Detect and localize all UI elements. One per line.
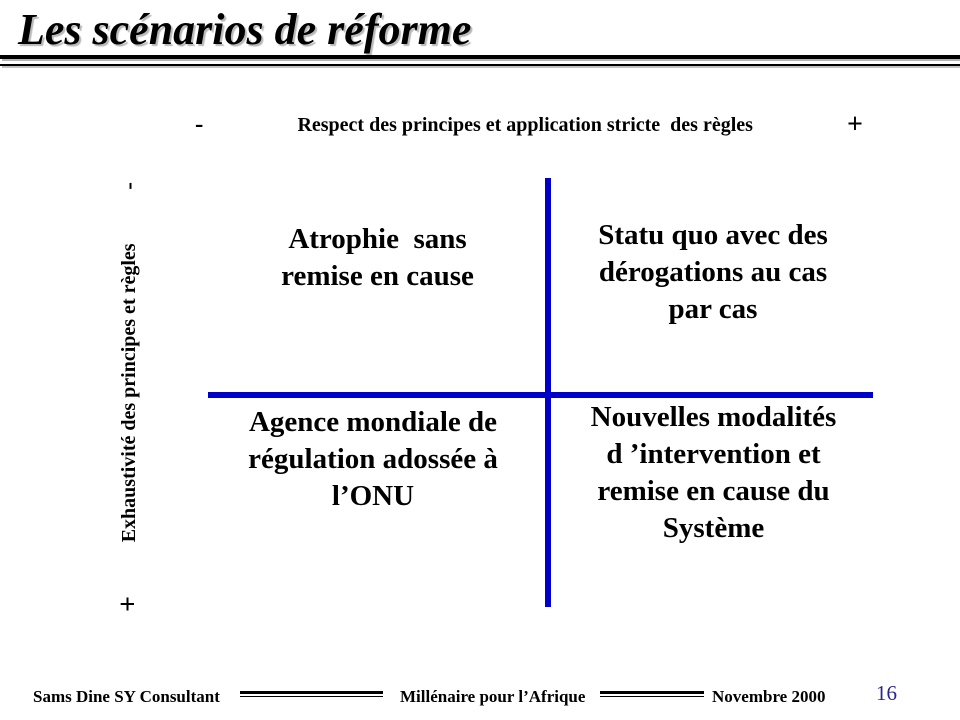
horizontal-axis-caption [195, 108, 863, 142]
quadrant-bottom-left-line: régulation adossée à [248, 443, 498, 475]
quadrant-bottom-left-line: Agence mondiale de [248, 406, 498, 438]
title-underline-thick [0, 55, 960, 59]
footer-separator [240, 691, 383, 697]
quadrant-top-left [210, 221, 545, 295]
footer-separator [600, 691, 704, 697]
quadrant-bottom-right-line: d ’intervention et [606, 438, 821, 470]
quadrant-bottom-left-line: l’ONU [331, 480, 415, 512]
horizontal-axis-plus-sign: + [847, 109, 863, 140]
horizontal-axis-minus-sign: - [195, 111, 204, 138]
quadrant-bottom-left [198, 404, 548, 515]
vertical-axis-minus-sign: - [116, 182, 141, 190]
page-title: Les scénarios de réforme [18, 5, 472, 54]
quadrant-horizontal-line [208, 392, 873, 398]
page-number: 16 [876, 681, 897, 705]
quadrant-top-left-line: Atrophie sans [288, 223, 467, 255]
quadrant-bottom-right-line: remise en cause du [597, 475, 830, 507]
footer-date: Novembre 2000 [712, 687, 826, 706]
quadrant-top-right-line: Statu quo avec des [598, 219, 828, 251]
quadrant-top-right-line: dérogations au cas [598, 256, 828, 288]
quadrant-bottom-right-line: Nouvelles modalités [590, 401, 837, 433]
vertical-axis-plus-sign: + [113, 596, 144, 612]
title-underline-thin [0, 64, 960, 66]
quadrant-bottom-right [556, 399, 871, 547]
vertical-axis-label: Exhaustivité des principes et règles [117, 243, 140, 543]
quadrant-bottom-right-line: Système [662, 512, 765, 544]
footer-organization: Millénaire pour l’Afrique [400, 687, 586, 706]
vertical-axis-caption [109, 182, 149, 612]
quadrant-top-right-line: par cas [668, 293, 758, 325]
footer-author: Sams Dine SY Consultant [33, 687, 220, 706]
horizontal-axis-label: Respect des principes et application stricte des règles [297, 113, 753, 136]
quadrant-top-right [558, 217, 868, 328]
quadrant-top-left-line: remise en cause [281, 260, 474, 292]
